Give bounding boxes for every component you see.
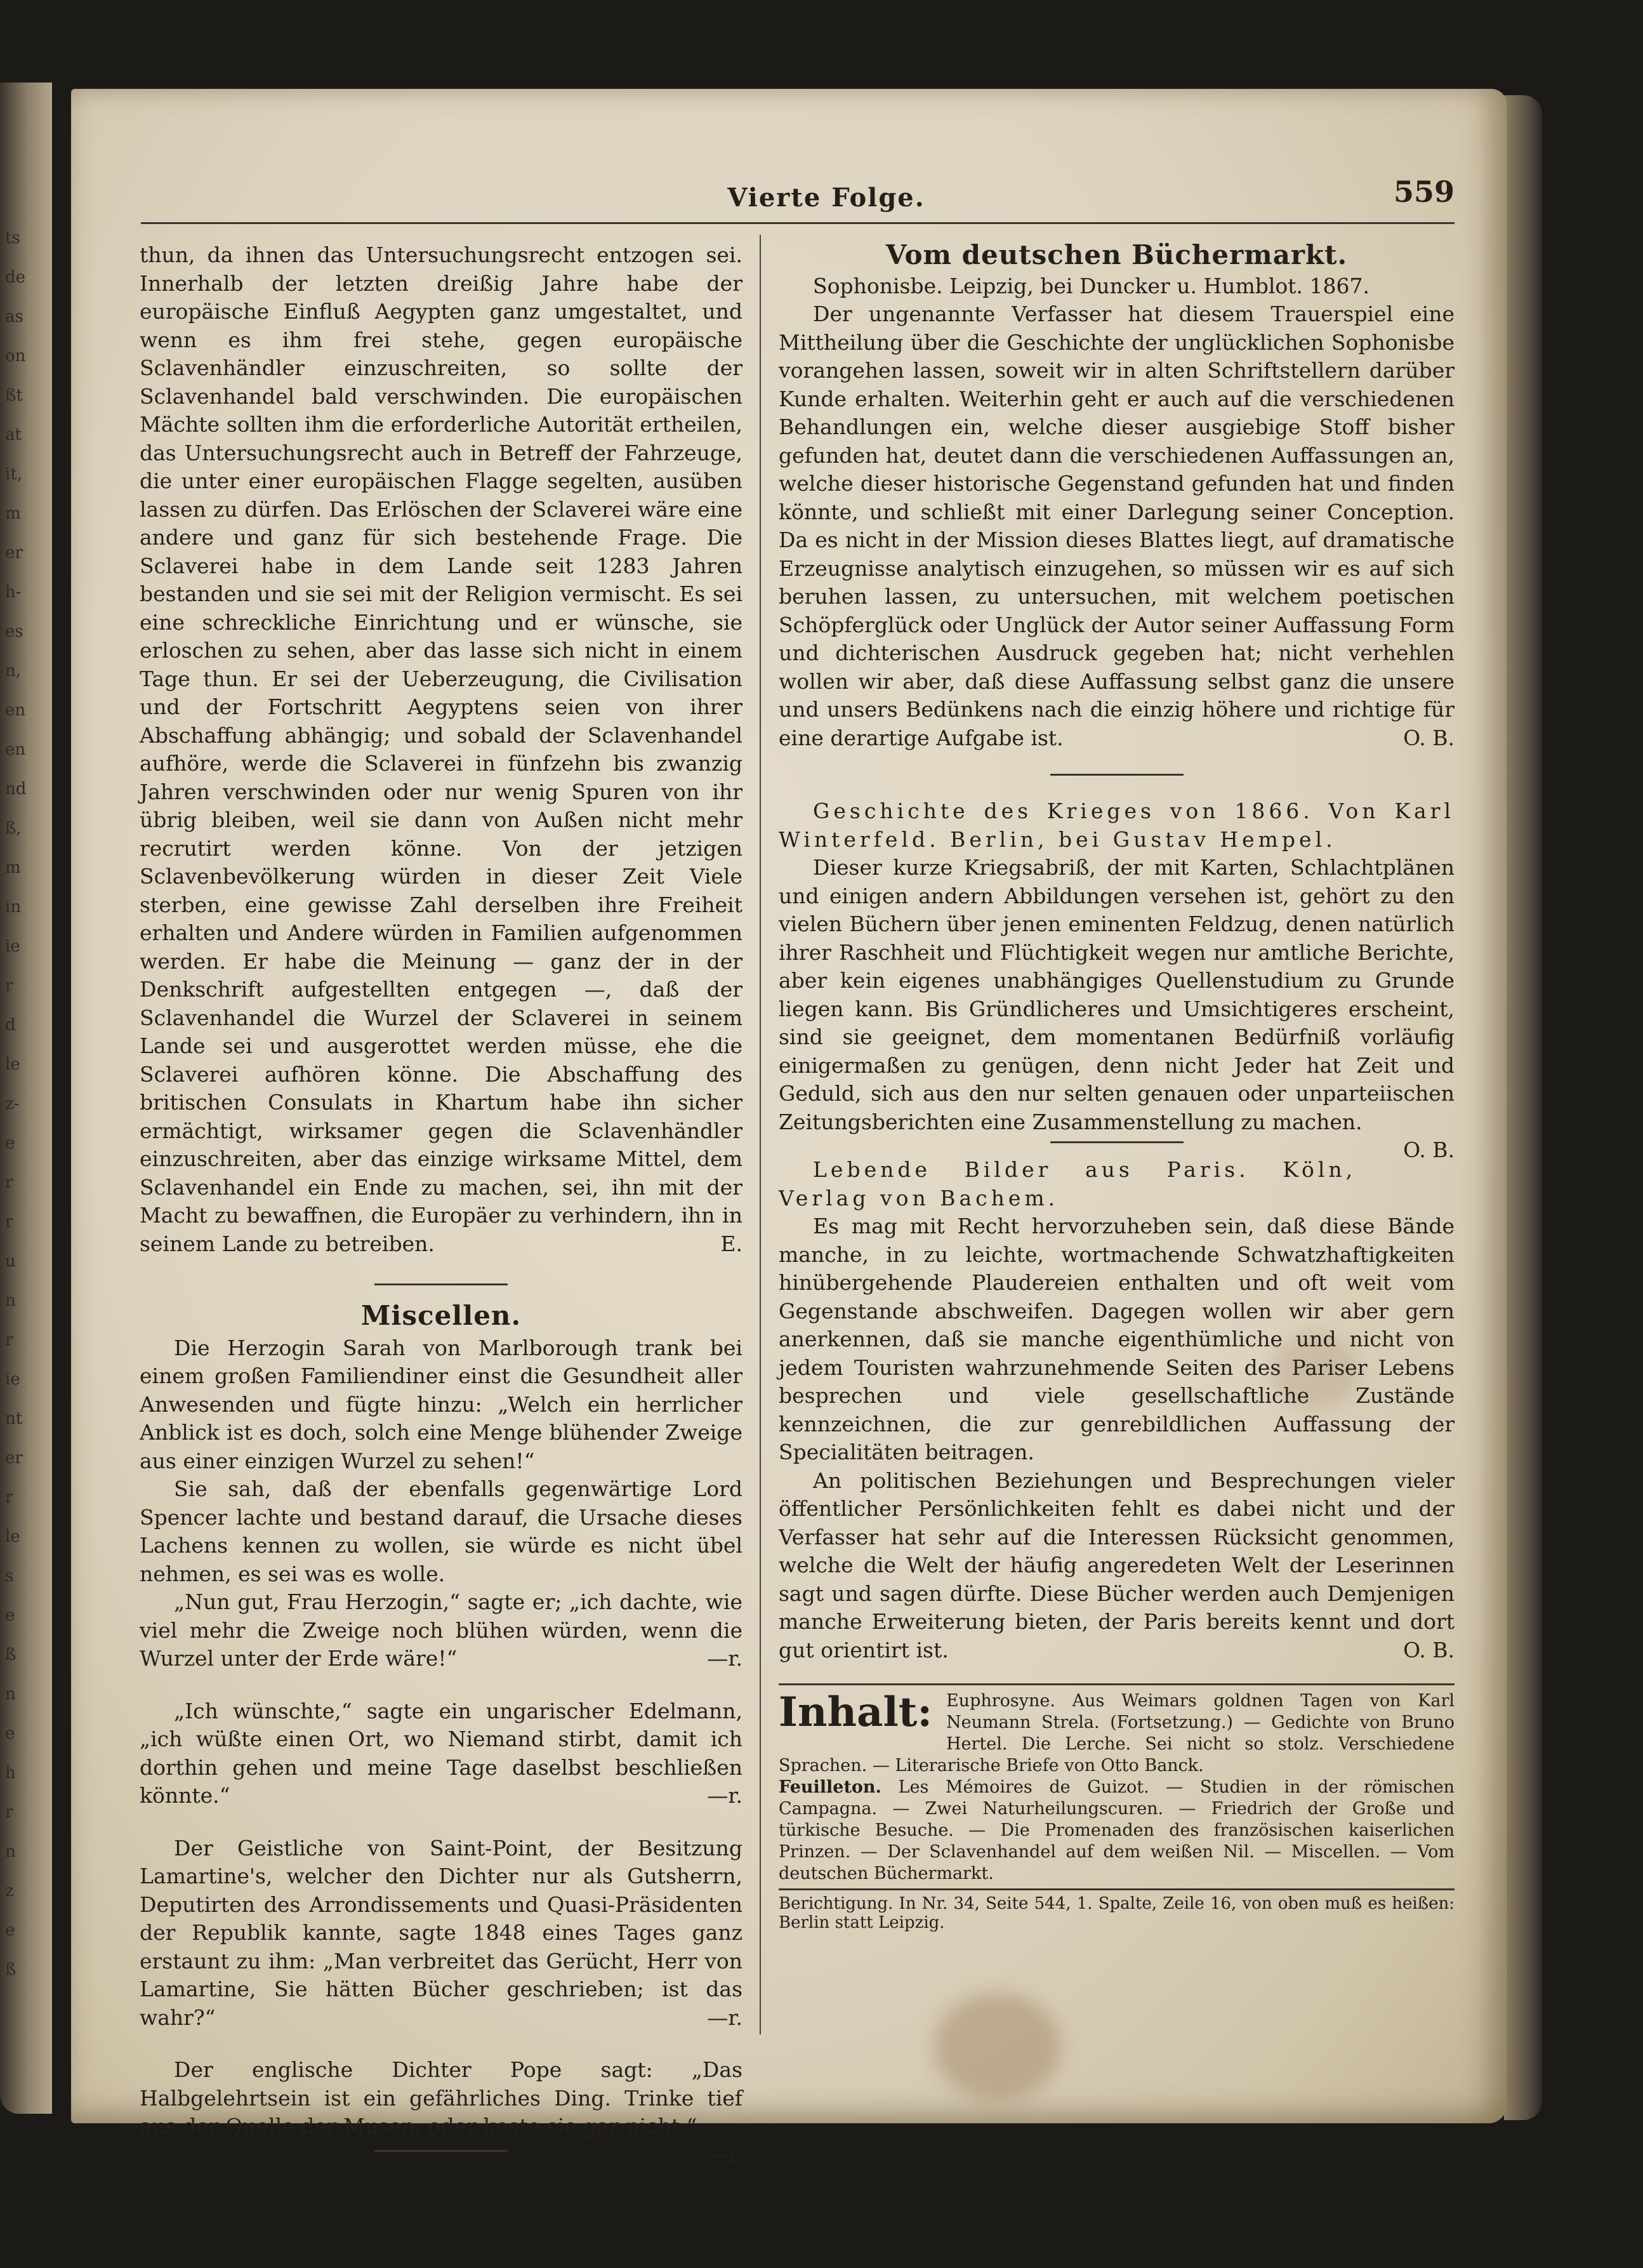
adjacent-page-fragment: ß xyxy=(5,1645,16,1664)
end-separator xyxy=(374,2150,508,2152)
review-signature: O. B. xyxy=(1403,725,1455,750)
adjacent-page-fragment: n xyxy=(5,1685,16,1704)
adjacent-page-fragment: r xyxy=(5,1212,13,1231)
adjacent-page-fragment: nd xyxy=(5,779,27,799)
correction-note: Berichtigung. In Nr. 34, Seite 544, 1. Spalte, Zeile 16, von oben muß es heißen: Berlin statt Leipzig. xyxy=(779,1888,1455,1932)
adjacent-page-fragment: z xyxy=(5,1881,14,1900)
paragraph: Der Geistliche von Saint-Point, der Besitzung Lamartine's, welcher den Dichter nur als Gutsherrn, Deputirten des Arrondissements und Quasi-Präsidenten der Republik kannte, sagte 1848 eines Tages ganz erstaunt zu ihm: „Man verbreitet das Gerücht, Herr von Lamartine, Sie hätten Bücher geschrieben; ist das wahr?“ xyxy=(140,1835,742,2030)
adjacent-page-fragment: r xyxy=(5,976,13,995)
miscellen-item xyxy=(140,2056,742,2167)
paragraph: „Nun gut, Frau Herzogin,“ sagte er; „ich dachte, wie viel mehr die Zweige noch blühen würden, wenn die Wurzel unter der Erde wäre!“ xyxy=(140,1589,742,1671)
item-signature: —r. xyxy=(707,1646,742,1671)
adjacent-page-fragment: on xyxy=(5,347,26,366)
item-signature: —r. xyxy=(707,2142,742,2167)
article-continuation xyxy=(140,241,742,1258)
item-signature: —r. xyxy=(707,1783,742,1808)
paragraph: Sie sah, daß der ebenfalls gegenwärtige Lord Spencer lachte und bestand darauf, die Ursache dieses Lachens kennen zu wollen, sie würde es nicht übel nehmen, es sei was es wolle. xyxy=(140,1476,742,1586)
contents-body xyxy=(779,1685,1455,1885)
adjacent-page-fragment: e xyxy=(5,1921,15,1940)
running-header: Vierte Folge. xyxy=(727,183,925,213)
adjacent-page-fragment: ts xyxy=(5,229,20,248)
right-column xyxy=(779,241,1455,1932)
adjacent-page-fragment: ie xyxy=(5,937,20,956)
adjacent-page-fragment: en xyxy=(5,701,26,720)
article-text: thun, da ihnen das Untersuchungsrecht entzogen sei. Innerhalb der letzten dreißig Jahre habe der europäische Einfluß Aegypten ganz umgestaltet, und wenn es ihm frei stehe, gegen europäische Sclavenhändler einzuschreiten, so sollte der Sclavenhandel bald verschwinden. Die europäischen Mächte sollten ihm die erforderliche Autorität ertheilen, das Untersuchungsrecht auch in Betreff der Fahrzeuge, die unter einer europäischen Flagge segelten, ausüben lassen zu dürfen. Das Erlöschen der Sclaverei wäre eine andere und ganz für sich bestehende Frage. Die Sclaverei habe in dem Lande seit 1283 Jahren bestanden und sie sei mit der Religion vermischt. Es sei eine schreckliche Einrichtung und er wünsche, sie erloschen zu sehen, aber das lasse sich nicht in einem Tage thun. Er sei der Ueberzeugung, die Civilisation und der Fortschritt Aegyptens seien von ihrer Abschaffung abhängig; und sobald der Sclavenhandel aufhöre, werde die Sclaverei in fünfzehn bis zwanzig Jahren verschwinden oder nur wenig Spuren von ihr übrig bleiben, weil sie dann von Außen nicht mehr recrutirt werden könne. Von der jetzigen Sclavenbevölkerung würden in dieser Zeit Viele sterben, eine gewisse Zahl derselben ihre Freiheit erhalten und Andere würden in Familien aufgenommen werden. Er habe die Meinung — ganz der in der Denkschrift aufgestellten entgegen —, daß der Sclavenhandel die Wurzel der Sclaverei in seinem Lande sei und ausgerottet werden müsse, ehe die Sclaverei aufhören könne. Die Abschaffung des britischen Consulats in Khartum habe ihn sicher ermächtigt, wirksamer gegen die Sclavenhändler einzuschreiten, aber das einzige wirksame Mittel, dem Sclavenhandel ein Ende zu machen, sei, ihn mit der Macht zu bewaffnen, die Europäer zu verhindern, ihn in seinem Lande zu betreiben. xyxy=(140,242,742,1256)
left-column xyxy=(140,241,742,2169)
adjacent-page-fragment: m xyxy=(5,858,21,877)
adjacent-page-fragment: r xyxy=(5,1330,13,1350)
adjacent-page-fragment: en xyxy=(5,740,26,759)
paragraph: Der englische Dichter Pope sagt: „Das Halbgelehrtsein ist ein gefährliches Ding. Trinke tief aus der Quelle der Musen, oder koste sie gar nicht.“ xyxy=(140,2057,742,2139)
adjacent-page-fragment: ßt xyxy=(5,386,23,405)
adjacent-page-fragment: n xyxy=(5,1291,16,1310)
adjacent-page-fragment: r xyxy=(5,1488,13,1507)
review-body: Dieser kurze Kriegsabriß, der mit Karten, Schlachtplänen und einigen andern Abbildungen versehen ist, gehört zu den vielen Büchern über jenen eminenten Feldzug, denen natürlich ihrer Raschheit und Flüchtigkeit wegen nur amtliche Berichte, aber kein eigenes unabhängiges Quellenstudium zu Grunde liegen kann. Bis Gründlicheres und Umsichtigeres erscheint, sind sie geeignet, dem momentanen Bedürfniß vorläufig einigermaßen zu genügen, denn nicht Jeder hat Zeit und Geduld, sich aus den nur selten genauen oder unparteiischen Zeitungsberichten eine Zusammenstellung zu machen. xyxy=(779,855,1455,1134)
column-divider xyxy=(760,235,761,2034)
review-heading: Geschichte des Krieges von 1866. Von Karl Winterfeld. Berlin, bei Gustav Hempel. xyxy=(779,799,1455,852)
review-body: Der ungenannte Verfasser hat diesem Trauerspiel eine Mittheilung über die Geschichte der unglücklichen Sophonisbe vorangehen lassen, soweit wir in alten Schriftstellern darüber Kunde erhalten. Weiterhin geht er auch auf die verschiedenen Behandlungen ein, welche dieser ausgiebige Stoff bisher gefunden hat, deutet dann die verschiedenen Auffassungen an, welche dieser historische Gegenstand gefunden hat und finden könnte, und schließt mit einer Darlegung seiner Conception. Da es nicht in der Mission dieses Blattes liegt, auf dramatische Erzeugnisse analytisch einzugehen, so müssen wir es auf sich beruhen lassen, zu untersuchen, mit welchem poetischen Schöpferglück oder Unglück der Autor seiner Auffassung Form und dichterischen Ausdruck gegeben hat; nicht verhehlen wollen wir aber, daß diese Auffassung selbst ganz die unsere und unsers Bedünkens nach die einzig höhere und richtige für eine derartige Aufgabe ist. xyxy=(779,302,1455,750)
adjacent-page-fragment: h xyxy=(5,1763,16,1782)
book-page xyxy=(71,89,1507,2167)
adjacent-page-fragment: it, xyxy=(5,465,23,484)
adjacent-page-fragment: as xyxy=(5,307,23,326)
adjacent-page-fragment: e xyxy=(5,1134,15,1153)
page-number: 559 xyxy=(1393,175,1455,209)
adjacent-page-fragment: ß xyxy=(5,1960,16,1979)
review xyxy=(779,797,1455,1162)
adjacent-page-fragment: r xyxy=(5,1173,13,1192)
miscellen-item xyxy=(140,1834,742,2033)
adjacent-page-fragment: at xyxy=(5,425,22,444)
feuilleton-text: Les Mémoires de Guizot. — Studien in der römischen Campagna. — Zwei Naturheilungscuren. — Friedrich der Große und türkische Besuche. — Die Promenaden des französischen kaiserlichen Prinzen. — Der Sclavenhandel auf dem weißen Nil. — Miscellen. — Vom deutschen Büchermarkt. xyxy=(779,1777,1455,1883)
review-separator xyxy=(1050,1141,1184,1143)
adjacent-page-fragment: ie xyxy=(5,1370,20,1389)
adjacent-page-fragment: in xyxy=(5,898,22,917)
miscellen-title: Miscellen. xyxy=(360,1300,522,1331)
article-signature: E. xyxy=(720,1231,742,1256)
review xyxy=(779,1156,1455,1664)
adjacent-page-fragment: s xyxy=(5,1567,14,1586)
adjacent-page-fragment: n, xyxy=(5,661,22,680)
miscellen-item xyxy=(140,1334,742,1673)
header-rule xyxy=(141,222,1455,224)
book-page-edges xyxy=(1504,95,1542,2120)
adjacent-page-fragment: nt xyxy=(5,1409,23,1428)
review xyxy=(779,272,1455,753)
adjacent-page-fragment: z- xyxy=(5,1094,20,1113)
adjacent-page-fragment: h- xyxy=(5,583,22,602)
review-signature: O. B. xyxy=(1403,1637,1455,1662)
adjacent-page-fragment: le xyxy=(5,1055,20,1074)
review-heading: Sophonisbe. Leipzig, bei Duncker u. Humblot. 1867. xyxy=(813,273,1370,298)
review-heading: Lebende Bilder aus Paris. Köln, Verlag von Bachem. xyxy=(779,1157,1357,1210)
miscellen-item xyxy=(140,1697,742,1810)
paragraph: „Ich wünschte,“ sagte ein ungarischer Edelmann, „ich wüßte einen Ort, wo Niemand stirbt, damit ich dorthin gehen und meine Tage daselbst beschließen könnte.“ xyxy=(140,1698,742,1808)
adjacent-page-edge xyxy=(0,83,52,2114)
contents-box xyxy=(779,1683,1455,1932)
adjacent-page-fragment: m xyxy=(5,504,21,523)
adjacent-page-fragment: e xyxy=(5,1724,15,1743)
review-body-continued: An politischen Beziehungen und Besprechungen vieler öffentlicher Persönlichkeiten fehlt es dabei nicht und der Verfasser hat sehr auf die Interessen Rücksicht genommen, welche die Welt der häufig angeredeten Welt der Leserinnen sagt und sagen dürfte. Diese Bücher werden auch Demjenigen manche Erweiterung bieten, der Paris bereits kennt und dort gut orientirt ist. xyxy=(779,1468,1455,1662)
adjacent-page-fragment: u xyxy=(5,1252,16,1271)
adjacent-page-fragment: r xyxy=(5,1803,13,1822)
item-signature: —r. xyxy=(707,2005,742,2030)
feuilleton-label: Feuilleton. xyxy=(779,1777,881,1797)
adjacent-page-fragment: le xyxy=(5,1527,20,1546)
adjacent-page-fragment: e xyxy=(5,1606,15,1625)
adjacent-page-fragment: er xyxy=(5,1449,23,1468)
adjacent-page-fragment: de xyxy=(5,268,26,287)
contents-text: Euphrosyne. Aus Weimars goldnen Tagen von Karl Neumann Strela. (Fortsetzung.) — Gedichte von Bruno Hertel. Die Lerche. Sei nicht so stolz. Verschiedene Sprachen. — Literarische Briefe von Otto Banck. xyxy=(779,1691,1455,1775)
paragraph: Die Herzogin Sarah von Marlborough trank bei einem großen Familiendiner einst die Gesundheit aller Anwesenden und fügte hinzu: „Welch ein herrlicher Anblick ist es doch, solch eine Menge blühender Zweige aus einer einzigen Wurzel zu sehen!“ xyxy=(140,1335,742,1473)
buechermarkt-title: Vom deutschen Büchermarkt. xyxy=(885,239,1348,270)
adjacent-page-fragment: es xyxy=(5,622,23,641)
review-separator xyxy=(1050,774,1184,776)
section-separator xyxy=(374,1283,508,1285)
adjacent-page-fragment: ß, xyxy=(5,819,22,838)
adjacent-page-fragment: er xyxy=(5,543,23,562)
page-stain xyxy=(934,1993,1061,2101)
review-signature: O. B. xyxy=(1403,1137,1455,1162)
adjacent-page-fragment: n xyxy=(5,1842,16,1861)
adjacent-page-fragment: d xyxy=(5,1016,16,1035)
review-body: Es mag mit Recht hervorzuheben sein, daß diese Bände manche, in zu leichte, wortmachende Schwatzhaftigkeiten hinübergehende Plaudereien enthalten und oft weit vom Gegenstande abschweifen. Dagegen wollen wir aber gern anerkennen, daß sie manche eigenthümliche und nicht von jedem Touristen wahrzunehmende Seiten des Pariser Lebens besprechen und viele gesellschaftliche Zustände kennzeichnen, die zur genrebildlichen Auffassung der Specialitäten beitragen. xyxy=(779,1214,1455,1464)
contents-label: Inhalt: xyxy=(779,1688,932,1736)
